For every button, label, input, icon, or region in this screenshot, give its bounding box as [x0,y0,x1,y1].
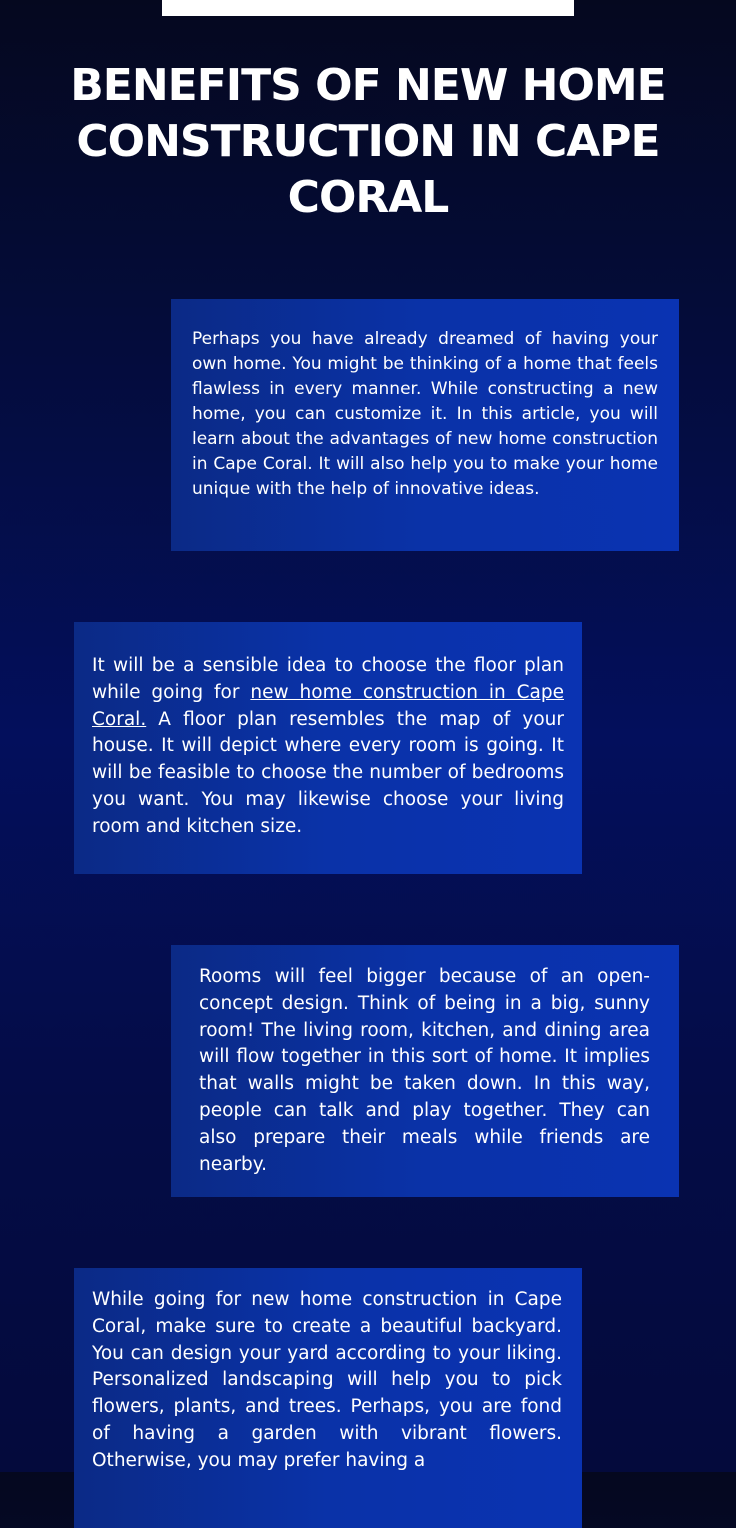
backyard-card [74,1268,582,1528]
floor-plan-text-after: A floor plan resembles the map of your house. It will depict where every room is going. It will be feasible to choose the number of bedrooms you want. You may likewise choose your living room and kitchen size. [92,708,564,837]
intro-card [171,299,679,551]
backyard-paragraph: While going for new home construction in Cape Coral, make sure to create a beautiful backyard. You can design your yard according to your liking. Personalized landscaping will help you to pick flowers, plants, and trees. Perhaps, you are fond of having a garden with vibrant flowers. Otherwise, you may prefer having a [92,1289,562,1471]
floor-plan-paragraph [92,653,564,841]
floor-plan-card [74,622,582,874]
top-banner-strip [162,0,574,16]
intro-paragraph: Perhaps you have already dreamed of having your own home. You might be thinking of a home that feels flawless in every manner. While constructing a new home, you can customize it. In this article, you will learn about the advantages of new home construction in Cape Coral. It will also help you to make your home unique with the help of innovative ideas. [192,329,658,499]
floor-plan-text-before: It will be a sensible idea to choose the floor plan while going for [92,655,564,703]
open-concept-paragraph: Rooms will feel bigger because of an open-concept design. Think of being in a big, sunny room! The living room, kitchen, and dining area will flow together in this sort of home. It implies that walls might be taken down. In this way, people can talk and play together. They can also prepare their meals while friends are nearby. [199,966,650,1175]
page-title: BENEFITS OF NEW HOME CONSTRUCTION IN CAPE CORAL [70,60,666,223]
new-home-construction-link[interactable]: new home construction in Cape Coral. [92,681,564,730]
open-concept-card [171,945,679,1197]
